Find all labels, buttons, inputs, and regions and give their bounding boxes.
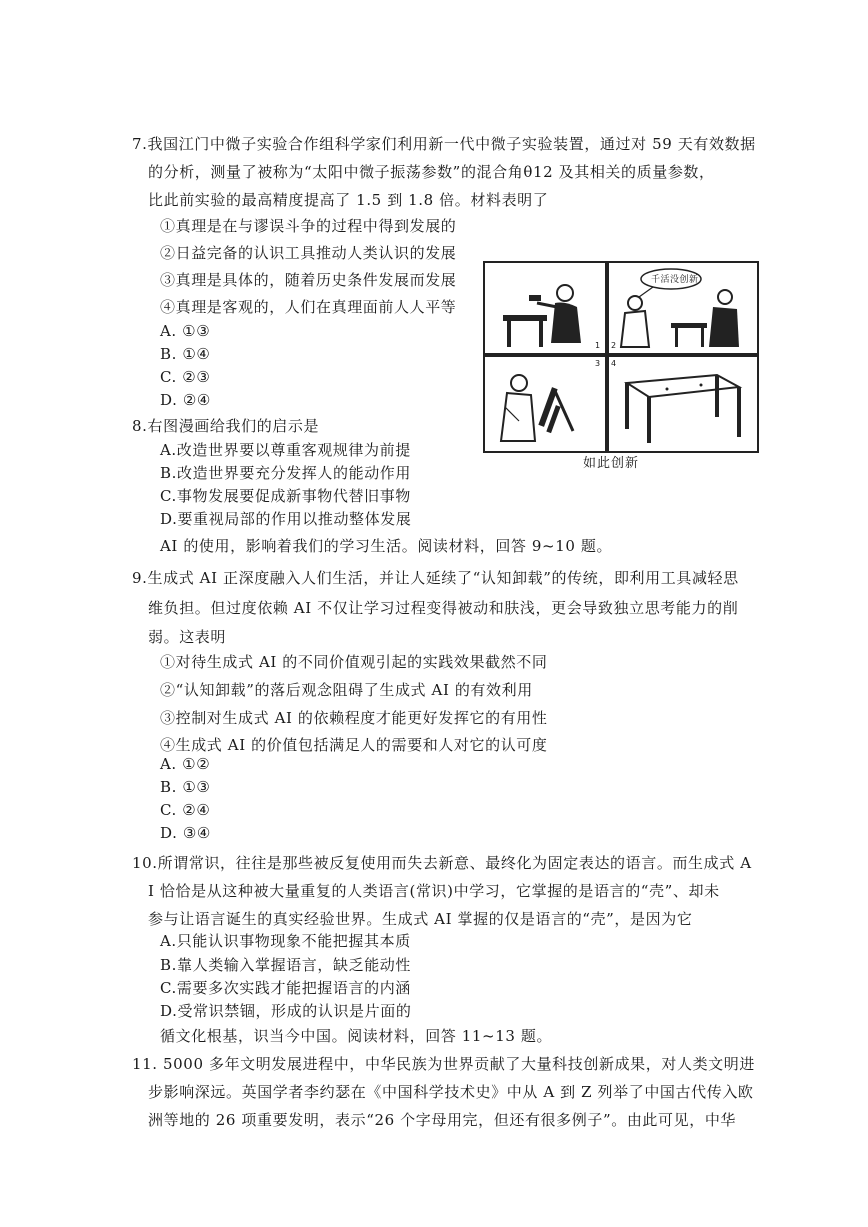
- q7-stem-line1: 7.我国江门中微子实验合作组科学家们利用新一代中微子实验装置，通过对 59 天有效数据: [132, 135, 756, 153]
- q11-stem-line1: 11. 5000 多年文明发展进程中，中华民族为世界贡献了大量科技创新成果，对人类文明进: [132, 1055, 755, 1073]
- comic-panel-3: [483, 355, 607, 453]
- comic-panel-2: [607, 261, 759, 355]
- q7-option-a: A. ①③: [160, 322, 211, 340]
- q8-option-d: D.要重视局部的作用以推动整体发展: [160, 510, 412, 528]
- q10-option-b: B.靠人类输入掌握语言，缺乏能动性: [160, 956, 411, 974]
- comic-caption: 如此创新: [583, 456, 640, 471]
- q10-option-d: D.受常识禁锢，形成的认识是片面的: [160, 1002, 412, 1020]
- intro-11-13: 循文化根基，识当今中国。阅读材料，回答 11~13 题。: [160, 1027, 553, 1045]
- q9-statement-4: ④生成式 AI 的价值包括满足人的需要和人对它的认可度: [160, 736, 548, 754]
- panel-number-2: 2: [611, 341, 617, 350]
- q9-option-a: A. ①②: [160, 755, 211, 773]
- q11-stem-line3: 洲等地的 26 项重要发明，表示“26 个字母用完，但还有很多例子”。由此可见，中华: [148, 1111, 737, 1129]
- q11-stem-line2: 步影响深远。英国学者李约瑟在《中国科学技术史》中从 A 到 Z 列举了中国古代传入欧: [148, 1083, 754, 1101]
- q7-stem-line2: 的分析，测量了被称为“太阳中微子振荡参数”的混合角θ12 及其相关的质量参数，: [148, 163, 715, 181]
- q9-stem-line1: 9.生成式 AI 正深度融入人们生活，并让人延续了“认知卸载”的传统，即利用工具减轻思: [132, 569, 739, 587]
- q7-stem-line3: 比此前实验的最高精度提高了 1.5 到 1.8 倍。材料表明了: [148, 191, 549, 209]
- q9-statement-3: ③控制对生成式 AI 的依赖程度才能更好发挥它的有用性: [160, 709, 548, 727]
- q7-statement-4: ④真理是客观的，人们在真理面前人人平等: [160, 298, 457, 316]
- panel-number-4: 4: [611, 359, 617, 368]
- q8-stem: 8.右图漫画给我们的启示是: [132, 417, 320, 435]
- q10-option-a: A.只能认识事物现象不能把握其本质: [160, 932, 411, 950]
- q8-option-a: A.改造世界要以尊重客观规律为前提: [160, 441, 411, 459]
- q9-statement-1: ①对待生成式 AI 的不同价值观引起的实践效果截然不同: [160, 653, 548, 671]
- comic-illustration: [483, 261, 759, 471]
- q7-option-c: C. ②③: [160, 368, 211, 386]
- comic-panel-1: [483, 261, 607, 355]
- q8-option-c: C.事物发展要促成新事物代替旧事物: [160, 487, 411, 505]
- q9-statement-2: ②“认知卸载”的落后观念阻碍了生成式 AI 的有效利用: [160, 681, 533, 699]
- comic-panel-4: [607, 355, 759, 453]
- intro-9-10: AI 的使用，影响着我们的学习生活。阅读材料，回答 9~10 题。: [160, 537, 613, 555]
- q10-stem-line3: 参与让语言诞生的真实经验世界。生成式 AI 掌握的仅是语言的“壳”，是因为它: [148, 910, 693, 928]
- panel-number-1: 1: [595, 341, 601, 350]
- q9-option-c: C. ②④: [160, 801, 211, 819]
- q9-option-d: D. ③④: [160, 824, 211, 842]
- q7-statement-2: ②日益完备的认识工具推动人类认识的发展: [160, 244, 457, 262]
- q7-statement-3: ③真理是具体的，随着历史条件发展而发展: [160, 271, 457, 289]
- q10-stem-line2: I 恰恰是从这种被大量重复的人类语言(常识)中学习，它掌握的是语言的“壳”、却未: [148, 882, 720, 900]
- q9-stem-line3: 弱。这表明: [148, 628, 227, 646]
- q7-option-b: B. ①④: [160, 345, 211, 363]
- panel-number-3: 3: [595, 359, 601, 368]
- speech-bubble-text: 千活没创新: [651, 275, 699, 285]
- q10-stem-line1: 10.所谓常识，往往是那些被反复使用而失去新意、最终化为固定表达的语言。而生成式 A: [132, 854, 752, 872]
- q8-option-b: B.改造世界要充分发挥人的能动作用: [160, 464, 411, 482]
- q10-option-c: C.需要多次实践才能把握语言的内涵: [160, 979, 411, 997]
- q7-option-d: D. ②④: [160, 391, 211, 409]
- q9-stem-line2: 维负担。但过度依赖 AI 不仅让学习过程变得被动和肤浅，更会导致独立思考能力的削: [148, 599, 739, 617]
- q7-statement-1: ①真理是在与谬误斗争的过程中得到发展的: [160, 217, 457, 235]
- q9-option-b: B. ①③: [160, 778, 211, 796]
